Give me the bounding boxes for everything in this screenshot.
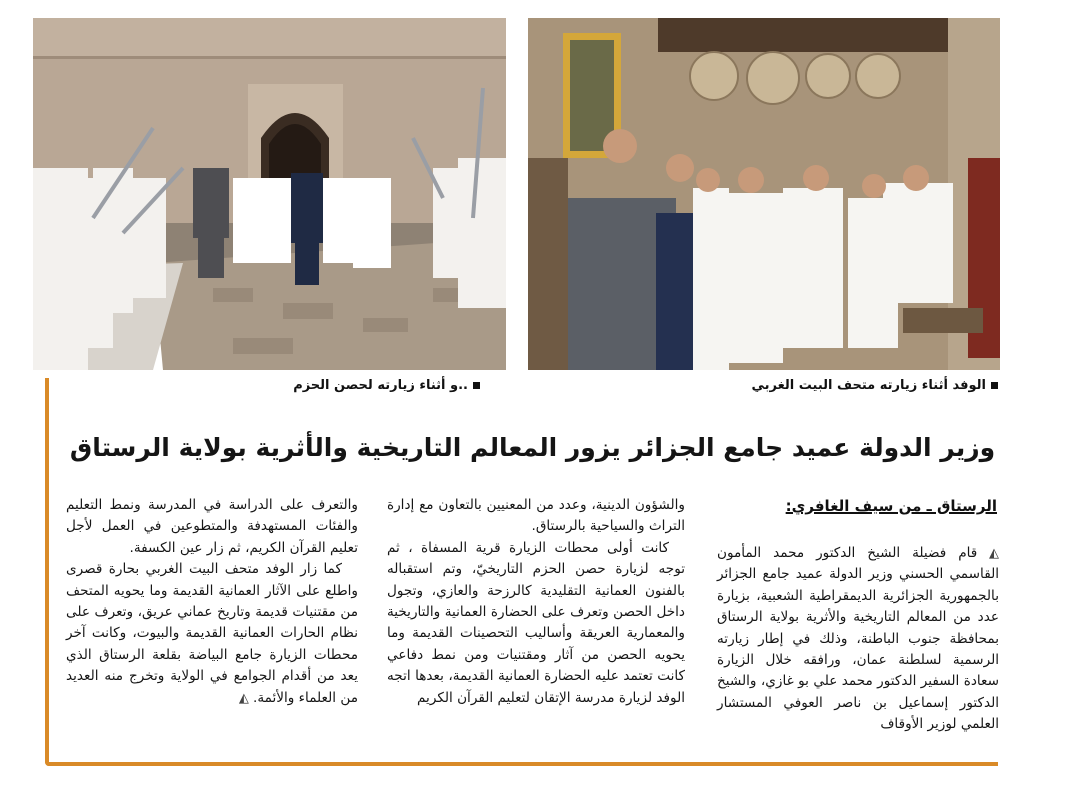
article-headline: وزير الدولة عميد جامع الجزائر يزور المعالم التاريخية والأثرية بولاية الرستاق bbox=[69, 433, 996, 462]
caption-bullet bbox=[473, 382, 480, 389]
article-column-3 bbox=[66, 495, 358, 709]
caption-right bbox=[628, 378, 998, 396]
paragraph bbox=[717, 543, 999, 736]
photo-museum-visit bbox=[528, 18, 1000, 370]
paragraph-start-icon: ◭ bbox=[977, 546, 999, 561]
paragraph-text: قام فضيلة الشيخ الدكتور محمد المأمون القاسمي الحسني وزير الدولة عميد جامع الجزائر بالجمهورية الجزائرية الديمقراطية الشعبية، بزيارة عدد من المعالم التاريخية والأثرية بولاية الرستاق بمحافظة جنوب الباطنة، وذلك في إطار زيارته الرسمية لسلطنة عمان، ورافقه خلال الزيارة سعادة السفير الدكتور محمد علي بو غازي، والشيخ الدكتور إسماعيل بن ناصر العوفي المستشار العلمي لوزير الأوقاف bbox=[717, 545, 999, 733]
article-column-2 bbox=[387, 495, 685, 709]
caption-bullet bbox=[991, 382, 998, 389]
article-byline: الرستاق ـ من سيف الغافري: bbox=[785, 497, 997, 515]
paragraph bbox=[66, 559, 358, 709]
caption-right-text: الوفد أثناء زيارته متحف البيت الغربي bbox=[751, 378, 986, 393]
frame-left-border bbox=[45, 378, 49, 766]
paragraph-text: كانت أولى محطات الزيارة قرية المسفاة ، ثم توجه لزيارة حصن الحزم التاريخيّ، وتم استقباله بالفنون العمانية التقليدية كالرزحة والعازي، وتجول داخل الحصن وتعرف على الحضارة العمانية والتاريخية والمعمارية العريقة وأساليب التحصينات القديمة وما يحويه الحصن من آثار ومقتنيات ومن نمط دفاعي كانت تعتمد عليه الحضارة العمانية القديمة، بعدها اتجه الوفد لزيارة مدرسة الإتقان لتعليم القرآن الكريم bbox=[387, 539, 685, 706]
paragraph: والشؤون الدينية، وعدد من المعنيين بالتعاون مع إدارة التراث والسياحية بالرستاق. bbox=[387, 497, 685, 535]
paragraph: والتعرف على الدراسة في المدرسة ونمط التعليم والفئات المستهدفة والمتطوعين في العمل لأجل تعليم القرآن الكريم، ثم زار عين الكسفة. bbox=[66, 497, 358, 556]
article-end-icon: ◭ bbox=[238, 690, 253, 706]
caption-left bbox=[150, 378, 480, 396]
paragraph-text: كما زار الوفد متحف البيت الغربي بحارة قصرى واطلع على الآثار العمانية القديمة وما يحويه المتحف من مقتنيات قديمة وتاريخ عماني عريق، وتعرف على نظام الحارات العمانية القديمة والبيوت، وكانت آخر محطات الزيارة جامع البياضة بقلعة الرستاق الذي يعد من أقدام الجوامع في الولاية وتخرج منه العديد من العلماء والأئمة. bbox=[66, 561, 358, 706]
article-column-1 bbox=[717, 543, 999, 736]
photo-fort-visit bbox=[33, 18, 506, 370]
frame-bottom-border bbox=[45, 762, 998, 766]
caption-left-text: ..و أثناء زيارته لحصن الحزم bbox=[293, 378, 468, 393]
paragraph bbox=[387, 538, 685, 709]
